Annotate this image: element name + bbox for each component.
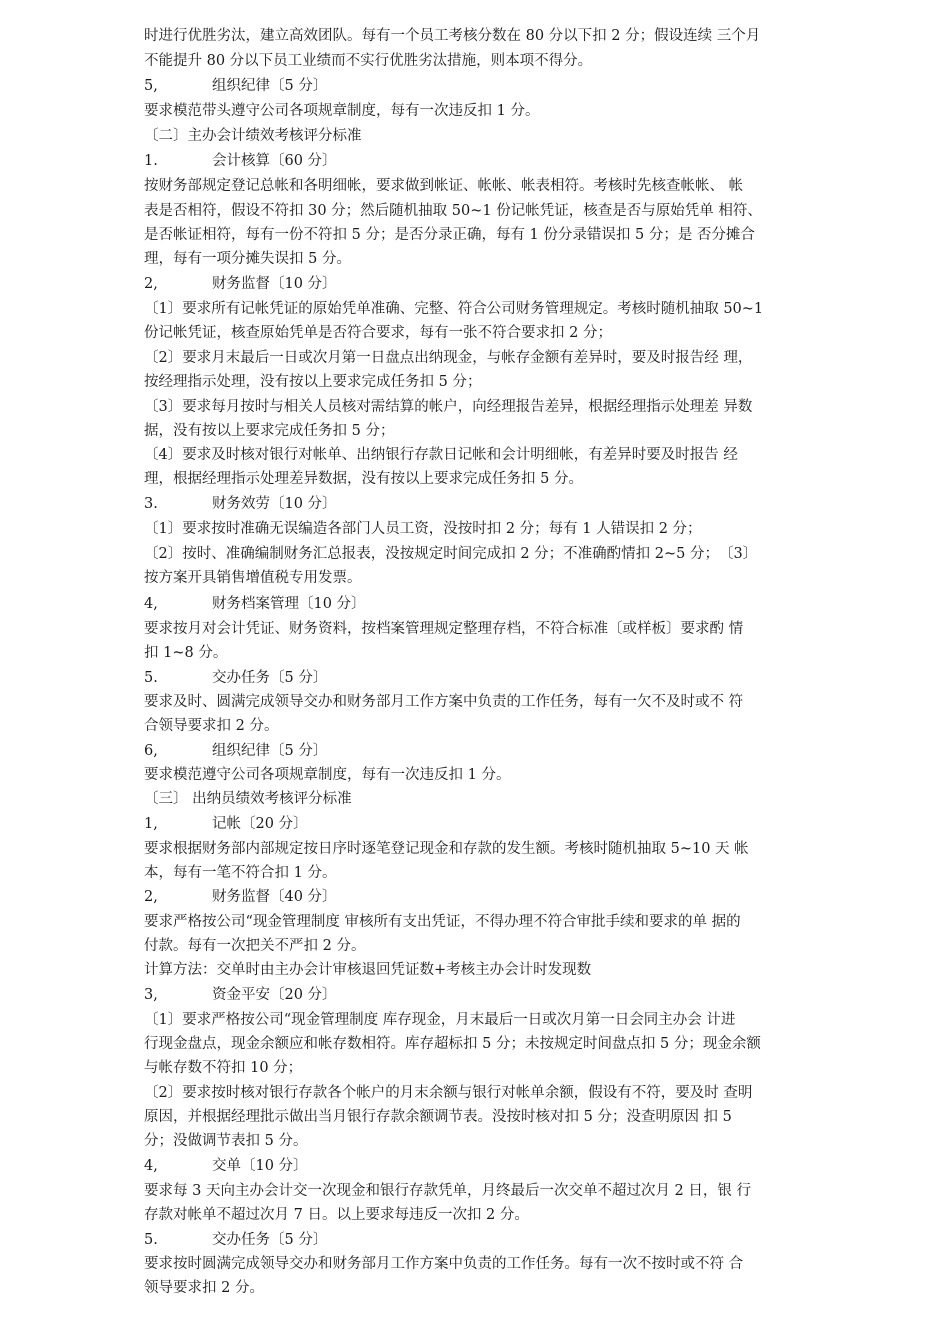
section-title: 财务效劳〔10 分〕	[212, 496, 337, 512]
text-line: 表是否相符，假设不符扣 30 分；然后随机抽取 50~1 份记帐凭证，核查是否与原始凭单 相符、	[144, 203, 762, 219]
text-line: 要求按时圆满完成领导交办和财务部月工作方案中负责的工作任务。每有一次不按时或不符 合	[144, 1256, 744, 1272]
text-line: 要求严格按公司“现金管理制度 审核所有支出凭证，不得办理不符合审批手续和要求的单 据的	[144, 914, 741, 930]
text-line: 要求及时、圆满完成领导交办和财务部月工作方案中负责的工作任务，每有一欠不及时或不 符	[144, 694, 744, 710]
section-heading	[144, 985, 824, 1005]
section-title: 组织纪律〔5 分〕	[212, 743, 328, 759]
text-line: 要求模范遵守公司各项规章制度，每有一次违反扣 1 分。	[144, 767, 511, 783]
text-line: 要求根据财务部内部规定按日序时逐笔登记现金和存款的发生额。考核时随机抽取 5~10 天 帐	[144, 841, 749, 857]
part-heading: 〔三〕 出纳员绩效考核评分标准	[144, 791, 352, 807]
section-number: 5.	[144, 1232, 158, 1248]
text-line: 理，每有一项分摊失误扣 5 分。	[144, 251, 351, 267]
text-line: 要求模范带头遵守公司各项规章制度，每有一次违反扣 1 分。	[144, 103, 540, 119]
section-heading	[144, 814, 824, 834]
text-line: 原因，并根据经理批示做出当月银行存款余额调节表。没按时核对扣 5 分；没查明原因 扣 5	[144, 1109, 732, 1125]
text-line: 与帐存数不符扣 10 分；	[144, 1060, 303, 1076]
section-title: 资金平安〔20 分〕	[212, 987, 337, 1003]
section-heading	[144, 76, 824, 96]
text-line: 扣 1~8 分。	[144, 645, 228, 661]
text-line: 〔2〕要求月末最后一日或次月第一日盘点出纳现金，与帐存金额有差异时，要及时报告经 理，	[144, 350, 753, 366]
text-line: 领导要求扣 2 分。	[144, 1280, 264, 1296]
text-line: 按方案开具销售增值税专用发票。	[144, 570, 362, 586]
section-title: 交办任务〔5 分〕	[212, 670, 328, 686]
text-line: 分；没做调节表扣 5 分。	[144, 1133, 308, 1149]
section-number: 1,	[144, 816, 158, 832]
text-line: 按财务部规定登记总帐和各明细帐，要求做到帐证、帐帐、帐表相符。考核时先核查帐帐、 帐	[144, 178, 744, 194]
text-line: 要求按月对会计凭证、财务资料，按档案管理规定整理存档，不符合标准〔或样板〕要求酌 情	[144, 621, 744, 637]
text-line: 〔2〕按时、准确编制财务汇总报表，没按规定时间完成扣 2 分；不准确酌情扣 2~5 分； 〔3〕	[144, 546, 758, 562]
section-heading	[144, 668, 824, 688]
section-title: 交单〔10 分〕	[212, 1158, 308, 1174]
text-line: 是否帐证相符，每有一份不符扣 5 分；是否分录正确，每有 1 份分录错误扣 5 分；是 否分摊合	[144, 227, 755, 243]
section-number: 6,	[144, 743, 158, 759]
text-line: 时进行优胜劣汰，建立高效团队。每有一个员工考核分数在 80 分以下扣 2 分；假设连续 三个月	[144, 28, 761, 44]
section-title: 记帐〔20 分〕	[212, 816, 308, 832]
section-title: 财务监督〔10 分〕	[212, 276, 337, 292]
section-title: 财务档案管理〔10 分〕	[212, 596, 366, 612]
text-line: 〔4〕要求及时核对银行对帐单、出纳银行存款日记帐和会计明细帐，有差异时要及时报告 经	[144, 447, 738, 463]
text-line: 理，根据经理指示处理差异数据，没有按以上要求完成任务扣 5 分。	[144, 471, 583, 487]
text-line: 份记帐凭证，核查原始凭单是否符合要求，每有一张不符合要求扣 2 分；	[144, 325, 612, 341]
text-line: 存款对帐单不超过次月 7 日。以上要求每违反一次扣 2 分。	[144, 1207, 529, 1223]
text-line: 据，没有按以上要求完成任务扣 5 分；	[144, 423, 395, 439]
section-number: 5,	[144, 78, 158, 94]
text-line: 付款。每有一次把关不严扣 2 分。	[144, 938, 366, 954]
section-heading	[144, 1230, 824, 1250]
section-number: 1.	[144, 153, 158, 169]
text-line: 按经理指示处理，没有按以上要求完成任务扣 5 分；	[144, 374, 482, 390]
section-heading	[144, 1156, 824, 1176]
text-line: 〔1〕要求严格按公司“现金管理制度 库存现金，月末最后一日或次月第一日会同主办会 计进	[144, 1012, 736, 1028]
section-heading	[144, 741, 824, 761]
section-number: 4,	[144, 596, 158, 612]
section-title: 组织纪律〔5 分〕	[212, 78, 328, 94]
section-number: 2,	[144, 276, 158, 292]
text-line: 〔1〕要求所有记帐凭证的原始凭单准确、完整、符合公司财务管理规定。考核时随机抽取 50~1	[144, 301, 764, 317]
section-number: 5.	[144, 670, 158, 686]
text-line: 本，每有一笔不符合扣 1 分。	[144, 865, 337, 881]
section-heading	[144, 494, 824, 514]
section-title: 会计核算〔60 分〕	[212, 153, 337, 169]
section-number: 3,	[144, 987, 158, 1003]
section-number: 2,	[144, 889, 158, 905]
section-title: 财务监督〔40 分〕	[212, 889, 337, 905]
text-line: 行现金盘点，现金余额应和帐存数相符。库存超标扣 5 分；未按规定时间盘点扣 5 分；现金余额	[144, 1036, 761, 1052]
section-heading	[144, 594, 824, 614]
section-heading	[144, 274, 824, 294]
section-number: 3.	[144, 496, 158, 512]
section-heading	[144, 887, 824, 907]
text-line: 计算方法：交单时由主办会计审核退回凭证数+考核主办会计时发现数	[144, 962, 592, 978]
text-line: 〔1〕要求按时准确无误编造各部门人员工资，没按时扣 2 分；每有 1 人错误扣 2 分；	[144, 521, 702, 537]
part-heading: 〔二〕主办会计绩效考核评分标准	[144, 128, 362, 144]
section-title: 交办任务〔5 分〕	[212, 1232, 328, 1248]
text-line: 要求每 3 天向主办会计交一次现金和银行存款凭单，月终最后一次交单不超过次月 2 日，银 行	[144, 1183, 751, 1199]
text-line: 不能提升 80 分以下员工业绩而不实行优胜劣汰措施，则本项不得分。	[144, 53, 593, 69]
section-number: 4,	[144, 1158, 158, 1174]
text-line: 合领导要求扣 2 分。	[144, 718, 279, 734]
text-line: 〔3〕要求每月按时与相关人员核对需结算的帐户，向经理报告差异，根据经理指示处理差 异数	[144, 399, 753, 415]
text-line: 〔2〕要求按时核对银行存款各个帐户的月末余额与银行对帐单余额，假设有不符，要及时 查明	[144, 1085, 753, 1101]
section-heading	[144, 151, 824, 171]
